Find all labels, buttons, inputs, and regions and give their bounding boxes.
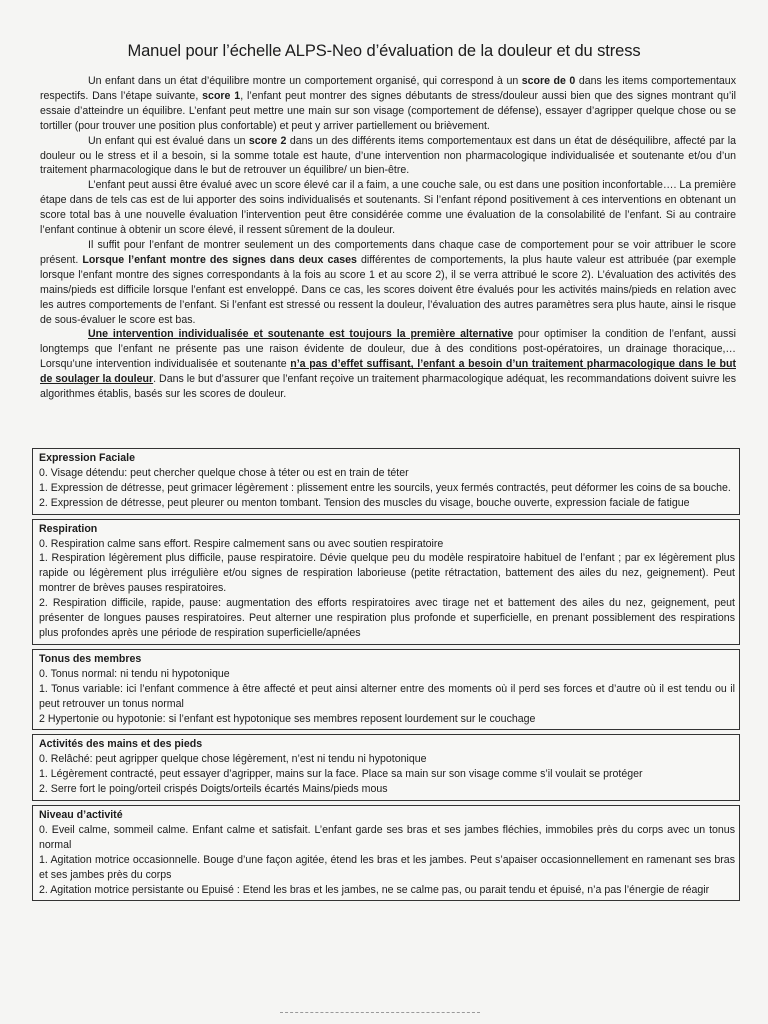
score-2-item: 2. Serre fort le poing/orteil crispés Doigts/orteils écartés Mains/pieds mous bbox=[39, 783, 388, 796]
scan-artifact bbox=[280, 1012, 480, 1015]
section-tonus-membres bbox=[32, 649, 740, 731]
section-niveau-activite bbox=[32, 805, 740, 901]
score-2-item: 2 Hypertonie ou hypotonie: si l’enfant est hypotonique ses membres reposent lourdement sur le couchage bbox=[39, 712, 536, 725]
section-title: Niveau d’activité bbox=[39, 809, 123, 822]
score-1-item: 1. Expression de détresse, peut grimacer légèrement : plissement entre les sourcils, yeux fermés contractés, peut déformer les coins de sa bouche. bbox=[39, 481, 731, 494]
intro-paragraph-4: Il suffit pour l’enfant de montrer seulement un des comportements dans chaque case de comportement pour se voir attribuer le score présent. Lorsque l’enfant montre des signes dans deux cases différentes de comportements, la plus haute valeur est attribuée (par exemple lorsque l’enfant montre des signes correspondants à la fois au score 1 et au score 2), il se verra attribué le score 2). L’évaluation des activités des mains/pieds est difficile lorsque l’enfant est enveloppé. Dans ce cas, les scores doivent être évalués pour les activités mains/pieds en relation avec les autres comportements de l’enfant. Si l’enfant est stressé ou ressent la douleur, l’évaluation des autres paramètres sera plus haute, ainsi le risque de sous-évaluer le score est bas. bbox=[40, 238, 736, 326]
section-title: Activités des mains et des pieds bbox=[39, 738, 203, 751]
document-title: Manuel pour l’échelle ALPS-Neo d’évaluation de la douleur et du stress bbox=[127, 42, 641, 60]
section-title: Expression Faciale bbox=[39, 452, 135, 464]
section-title: Respiration bbox=[39, 522, 98, 535]
section-respiration bbox=[32, 519, 740, 645]
intro-paragraph-2: Un enfant qui est évalué dans un score 2 dans un des différents items comportementaux est dans un état de déséquilibre, affecté par la douleur ou le stress et il a besoin, si la somme totale est haute, d’une intervention non pharmacologique individualisée et soutenante et/ou d’un traitement pharmacologique dans le but de retrouver un équilibre/ un bien-être. bbox=[40, 134, 736, 177]
intro-paragraph-5: Une intervention individualisée et soutenante est toujours la première alternative pour optimiser la condition de l’enfant, aussi longtemps que l’enfant ne présente pas une raison évidente de douleur, due à des conditions post-opératoires, un drainage thoracique,… Lorsqu’une intervention individualisée et soutenante n’a pas d’effet suffisant, l’enfant a besoin d’un traitement pharmacologique dans le but de soulager la douleur. Dans le but d’assurer que l’enfant reçoive un traitement pharmacologique adéquat, les recommandations doivent suivre les algorithmes établis, basés sur les scores de douleur. bbox=[40, 328, 736, 401]
section-title: Tonus des membres bbox=[39, 652, 142, 665]
score-0-item: 0. Visage détendu: peut chercher quelque chose à téter ou est en train de téter bbox=[39, 466, 409, 479]
score-2-item: 2. Agitation motrice persistante ou Epuisé : Etend les bras et les jambes, ne se calme pas, ou parait tendu et épuisé, n’a pas l’énergie de réagir bbox=[39, 883, 710, 896]
score-1-item: 1. Agitation motrice occasionnelle. Bouge d’une façon agitée, étend les bras et les jambes. Peut s’apaiser occasionnellement en ramenant ses bras et ses jambes près du corps bbox=[39, 853, 735, 881]
score-sections bbox=[32, 448, 740, 905]
section-expression-faciale bbox=[32, 448, 740, 515]
score-2-item: 2. Expression de détresse, peut pleurer ou menton tombant. Tension des muscles du visage, bouche ouverte, expression faciale de fatigue bbox=[39, 496, 690, 509]
score-0-item: 0. Eveil calme, sommeil calme. Enfant calme et satisfait. L’enfant garde ses bras et ses jambes fléchies, immobiles près du corps avec un tonus normal bbox=[39, 823, 735, 851]
section-activites-mains-pieds bbox=[32, 734, 740, 801]
score-2-item: 2. Respiration difficile, rapide, pause: augmentation des efforts respiratoires avec tirage net et battement des ailes du nez, geignement, peut présenter de longues pauses respiratoires. Peut alterner une respiration plus profonde et superficielle, en prenant possiblement des respirations plus profondes après une période de respiration superficielle/apnées bbox=[39, 597, 735, 639]
score-0-item: 0. Tonus normal: ni tendu ni hypotonique bbox=[39, 667, 230, 680]
intro-paragraph-3: L’enfant peut aussi être évalué avec un score élevé car il a faim, a une couche sale, ou est dans une position inconfortable…. La première étape dans de tels cas est de lui apporter des soins individualisés et soutenants. Si l’enfant répond positivement à ces interventions en obtenant un score total bas à une nouvelle évaluation l’intervention peut être considérée comme une évaluation de la consolabilité de l’enfant. Si au contraire l’enfant continue à obtenir un score élevé, il ressent sûrement de la douleur. bbox=[40, 179, 736, 237]
score-1-item: 1. Respiration légèrement plus difficile, pause respiratoire. Dévie quelque peu du modèle respiratoire habituel de l’enfant ; par ex légèrement plus rapide ou légèrement plus irrégulière et/ou signes de respiration laborieuse (petite rétractation, battement des ailes du nez, geignement). Peut montrer de brèves pauses respiratoires. bbox=[39, 552, 735, 595]
score-1-item: 1. Tonus variable: ici l’enfant commence à être affecté et peut ainsi alterner entre des moments où il perd ses forces et d’autre où il est tendu ou il peut retrouver un tonus normal bbox=[39, 682, 735, 710]
score-0-item: 0. Relâché: peut agripper quelque chose légèrement, n’est ni tendu ni hypotonique bbox=[39, 753, 427, 766]
score-0-item: 0. Respiration calme sans effort. Respire calmement sans ou avec soutien respiratoire bbox=[39, 537, 444, 550]
score-1-item: 1. Légèrement contracté, peut essayer d’agripper, mains sur la face. Place sa main sur son visage comme s’il voulait se protéger bbox=[39, 768, 643, 781]
intro-paragraph-1: Un enfant dans un état d’équilibre montre un comportement organisé, qui correspond à un score de 0 dans les items comportementaux respectifs. Dans l’étape suivante, score 1, l’enfant peut montrer des signes débutants de stress/douleur aussi bien que des signes montrant qu’il essaie d’atteindre un équilibre. L’enfant peut mettre une main sur son visage (comportement de défense), essayer d’agripper quelque chose ou se tortiller (pour trouver une position plus confortable) et peut y arriver partiellement ou brièvement. bbox=[40, 75, 736, 132]
intro-text bbox=[40, 74, 736, 402]
